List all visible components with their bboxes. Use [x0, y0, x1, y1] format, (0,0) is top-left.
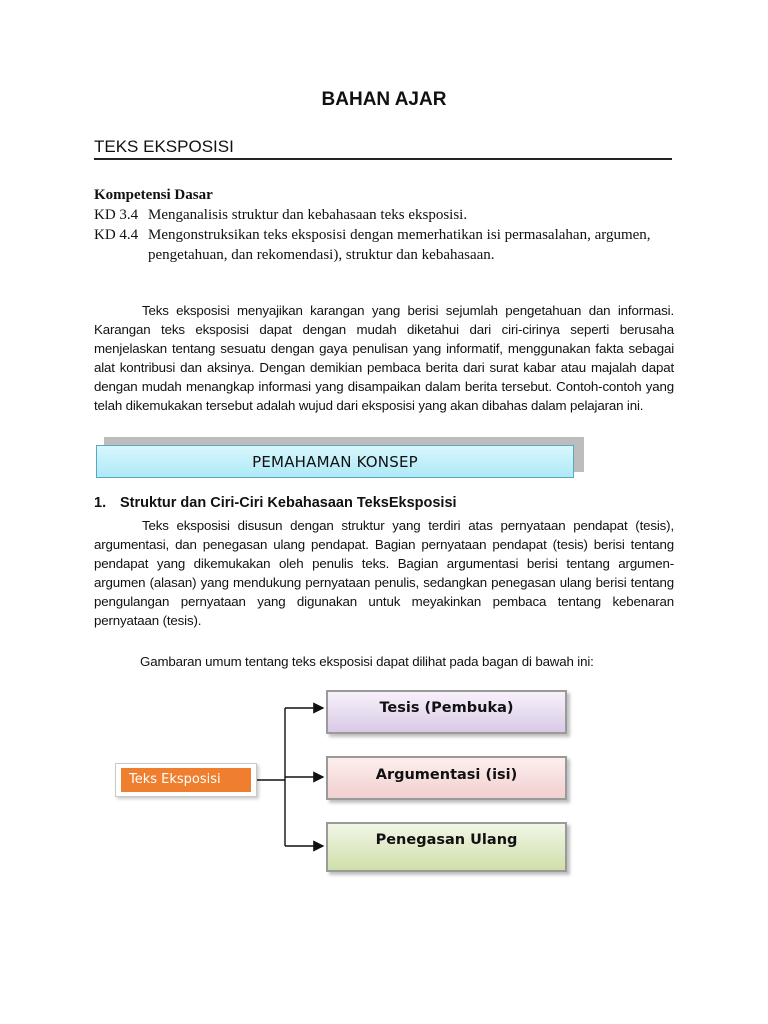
diagram-note: Gambaran umum tentang teks eksposisi dapat dilihat pada bagan di bawah ini: [140, 654, 594, 669]
diagram-node-argumentasi: Argumentasi (isi) [326, 756, 567, 800]
page-title: BAHAN AJAR [321, 89, 447, 110]
diagram-node-tesis: Tesis (Pembuka) [326, 690, 567, 734]
concept-banner: PEMAHAMAN KONSEP [96, 445, 574, 478]
kd-text: Mengonstruksikan teks eksposisi dengan memerhatikan isi permasalahan, argumen, pengetahuan, dan rekomendasi), struktur dan kebahasaan. [148, 227, 651, 263]
diagram-source-label: Teks Eksposisi [121, 768, 251, 792]
kd-code: KD 3.4 [94, 207, 139, 223]
kompetensi-heading: Kompetensi Dasar [94, 187, 213, 203]
diagram-node-penegasan: Penegasan Ulang [326, 822, 567, 872]
kd-code: KD 4.4 [94, 227, 139, 243]
intro-text: Teks eksposisi menyajikan karangan yang berisi sejumlah pengetahuan dan informasi. Karangan teks eksposisi dapat dengan mudah diketahui dari ciri-cirinya seperti berusaha menjelaskan tentang sesuatu dengan gaya penulisan yang informatif, menggunakan fakta sebagai alat kontribusi dan aksinya. Dengan demikian pembaca berita dari surat kabar atau majalah dapat dengan mudah menangkap informasi yang disampaikan dalam berita tersebut. Contoh-contoh yang telah dikemukakan tersebut adalah wujud dari eksposisi yang akan dibahas dalam pelajaran ini. [94, 303, 674, 414]
diagram-source-box [115, 763, 257, 797]
subsection-title: Struktur dan Ciri-Ciri Kebahasaan TeksEksposisi [120, 495, 457, 511]
subsection-number: 1. [94, 495, 107, 511]
subsection-body: Teks eksposisi disusun dengan struktur yang terdiri atas pernyataan pendapat (tesis), argumentasi, dan penegasan ulang pendapat. Bagian pernyataan pendapat (tesis) berisi tentang pendapat yang dikemukakan oleh penulis teks. Bagian argumentasi berisi tentang argumen-argumen (alasan) yang mendukung pernyataan penulis, sedangkan penegasan ulang berisi tentang pengulangan pernyataan yang digunakan untuk meyakinkan pembaca tentang kebenaran pernyataan (tesis). [94, 518, 674, 629]
section-heading: TEKS EKSPOSISI [94, 137, 234, 156]
kd-text: Menganalisis struktur dan kebahasaan teks eksposisi. [148, 207, 468, 223]
